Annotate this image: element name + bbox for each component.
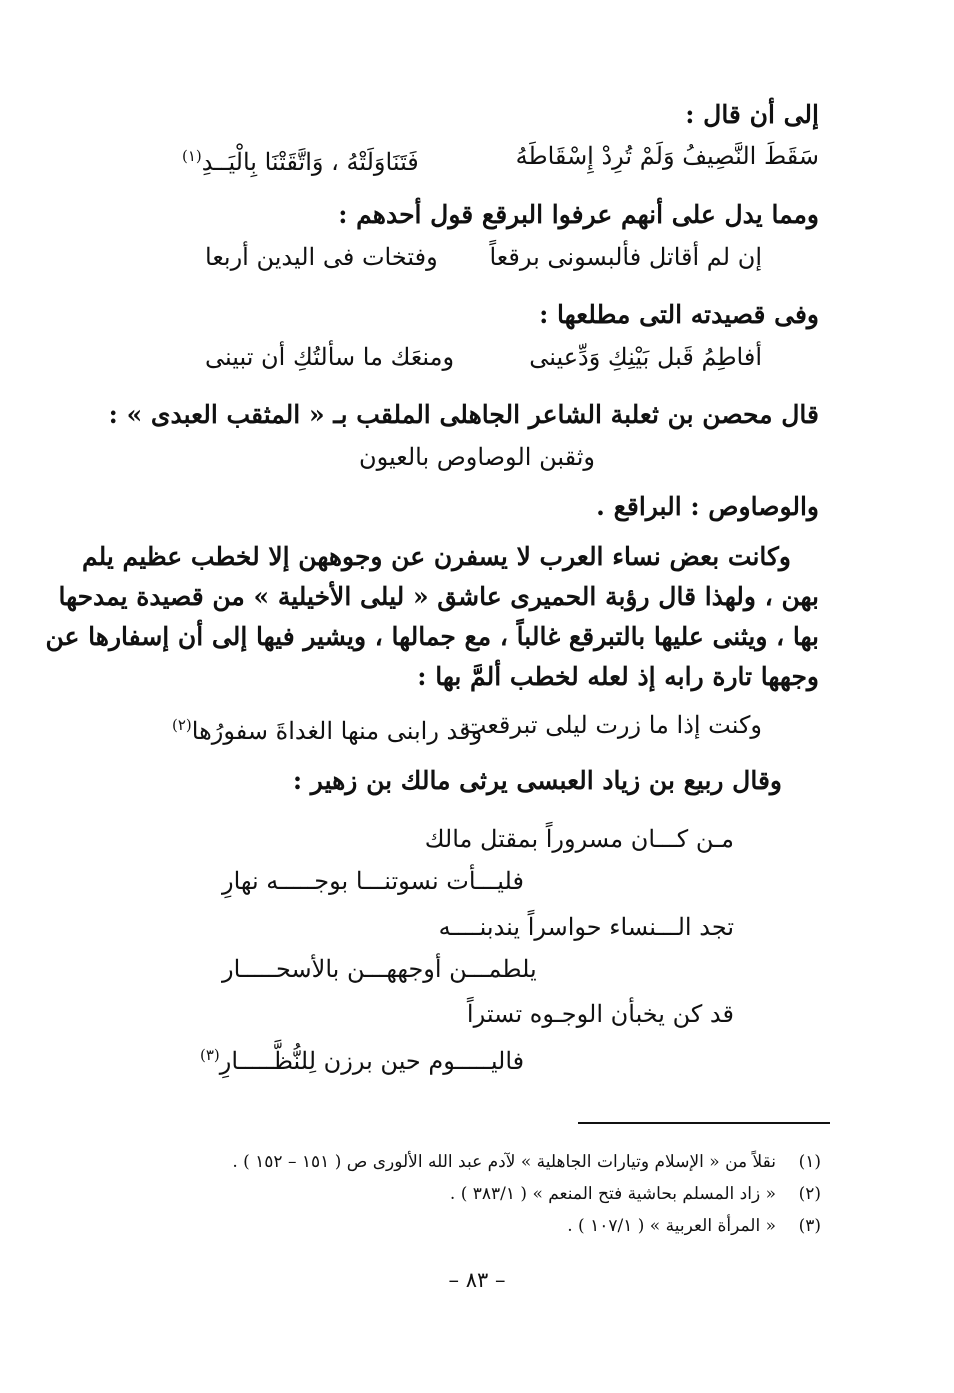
footnote-2-text: « زاد المسلم بحاشية فتح المنعم » ( ٣٨٣/١ ) . xyxy=(449,1184,776,1204)
page-number: – ٨٣ – xyxy=(448,1268,506,1292)
elegy-line-3: تجد الـــنساء حواسراً يندبنــــه xyxy=(438,913,734,941)
prose-line-4: قال محصن بن ثعلبة الشاعر الجاهلى الملقب بـ « المثقب العبدى » : xyxy=(108,400,819,429)
footnote-ref-3: (٣) xyxy=(200,1046,220,1064)
verse-4-centered: وثقبن الوصاوص بالعيون xyxy=(358,443,595,471)
prose-line-6: وقال ربيع بن زياد العبسى يرثى مالك بن زهير : xyxy=(292,766,782,795)
footnote-3 xyxy=(567,1214,821,1238)
verse-5-first-hemistich: وكنت إذا ما زرت ليلى تبرقعت xyxy=(463,711,762,739)
footnote-1-text: نقلاً من « الإسلام وتيارات الجاهلية » لآدم عبد الله الألورى ص ( ١٥١ – ١٥٢ ) . xyxy=(232,1152,776,1172)
elegy-line-2: فليـــأت نسوتنـــا بوجـــــه نهارِ xyxy=(222,867,524,895)
paragraph-line-3: بها ، ويثنى عليها بالتبرقع غالباً ، مع جمالها ، ويشير فيها إلى أن إسفارها عن xyxy=(45,622,819,651)
elegy-line-1: مـن كـــان مسروراً بمقتل مالك xyxy=(424,825,734,853)
prose-line-5: والوصاوص : البراقع . xyxy=(596,492,819,521)
footnote-1 xyxy=(232,1150,821,1174)
verse-1-second-hemistich xyxy=(182,139,419,179)
verse-1-first-hemistich: سَقَطَ النَّصِيفُ وَلَمْ تُرِدْ إِسْقَاطَهُ xyxy=(515,142,819,170)
paragraph-line-2: بهن ، ولهذا قال رؤبة الحميرى عاشق « ليلى الأخيلية » من قصيدة يمدحها xyxy=(58,582,819,611)
elegy-line-6-text: فاليـــــوم حين برزن لِلنُّظَّـــــارِ xyxy=(219,1047,525,1075)
verse-2-first-hemistich: إن لم أقاتل فألبسونى برقعاً xyxy=(489,243,762,271)
verse-3-second-hemistich: ومنعَك ما سألتُكِ أن تبينى xyxy=(205,343,455,371)
footnote-ref-1: (١) xyxy=(182,147,202,165)
verse-3-first-hemistich: أفاطِمُ قَبل بَيْنِكِ وَدِّعينى xyxy=(529,343,762,371)
footnote-3-text: « المرأة العربية » ( ١٠٧/١ ) . xyxy=(567,1216,776,1236)
footnote-separator xyxy=(578,1122,830,1124)
prose-line-2: ومما يدل على أنهم عرفوا البرقع قول أحدهم : xyxy=(338,200,819,229)
footnote-ref-2: (٢) xyxy=(172,716,192,734)
verse-1-text: فَتَنَاوَلَتْهُ ، وَاتَّقَتْنَا بِالْيَــدِ xyxy=(201,148,419,176)
footnote-1-number: (١) xyxy=(798,1152,821,1172)
paragraph-line-1: وكانت بعض نساء العرب لا يسفرن عن وجوههن إلا لخطب عظيم يلم xyxy=(81,542,791,571)
elegy-line-4: يلطمـــن أوجههـــن بالأسحـــــار xyxy=(222,955,537,983)
verse-5-text: وقد رابنى منها الغداةَ سفورُها xyxy=(191,717,483,745)
footnote-2 xyxy=(450,1182,821,1206)
intro-line: إلى أن قال : xyxy=(685,100,819,129)
elegy-line-6 xyxy=(200,1038,524,1078)
paragraph-line-4: وجهها تارة رابه إذ لعله لخطب ألمَّ بها : xyxy=(417,662,819,691)
footnote-3-number: (٣) xyxy=(798,1216,821,1236)
footnote-2-number: (٢) xyxy=(798,1184,821,1204)
prose-line-3: وفى قصيدته التى مطلعها : xyxy=(539,300,819,329)
elegy-line-5: قد كن يخبأن الوجـوه تستراً xyxy=(466,1000,734,1028)
verse-2-second-hemistich: وفتخات فى اليدين أربعا xyxy=(205,243,438,271)
verse-5-second-hemistich xyxy=(172,708,482,748)
